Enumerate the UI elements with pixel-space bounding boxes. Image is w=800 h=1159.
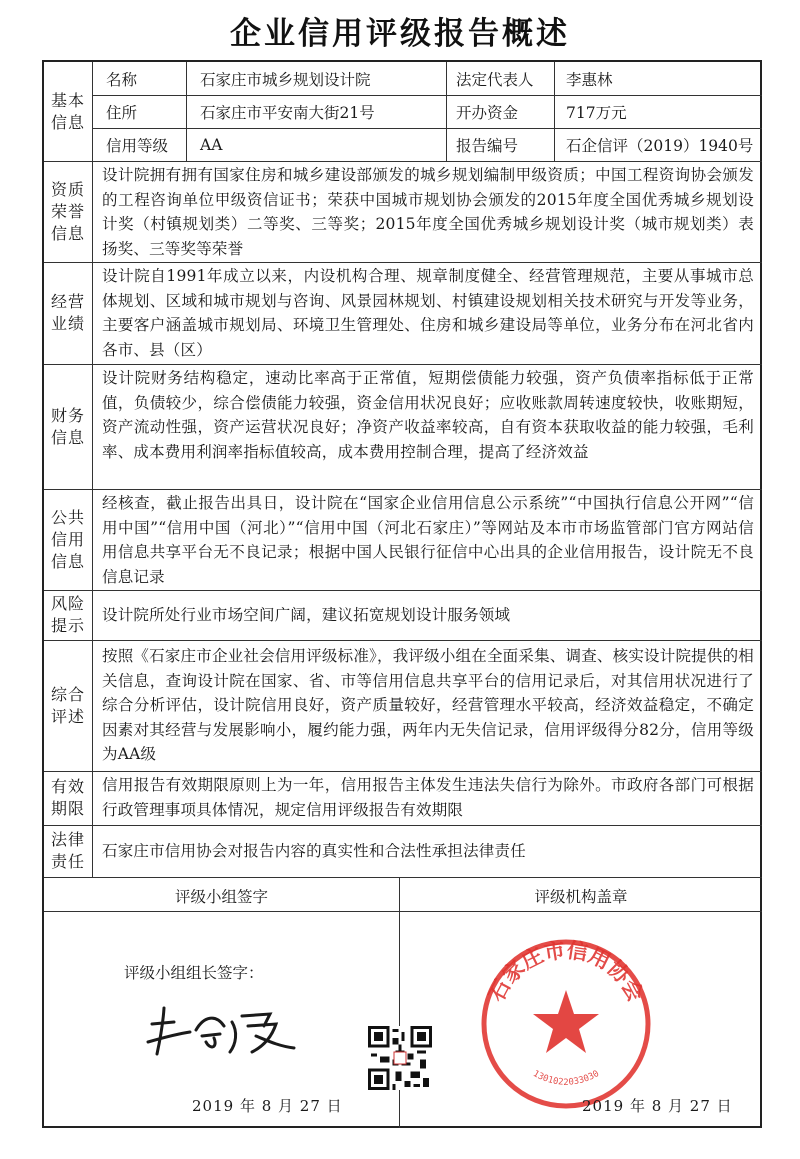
basic-info-label: 基本 信息 [50,90,85,132]
finance-label: 财务 信息 [50,405,85,447]
qualification-text: 设计院拥有拥有国家住房和城乡建设部颁发的城乡规划编制甲级资质；中国工程资询协会颁发的工程咨询单位甲级资信证书；荣获中国城市规划协会颁发的2015年度全国优秀城乡规划设计奖（村镇规划类）二等奖、三等奖；2015年度全国优秀城乡规划设计奖（城市规划类）表扬奖、三等奖等荣誉 [102,166,754,258]
credit-grade-value: AA [200,135,223,154]
qualification-label: 资质 荣誉 信息 [50,179,85,243]
report-number-value: 石企信评（2019）1940号 [566,136,754,155]
capital-value: 717万元 [566,103,627,122]
svg-text:石家庄市信用协会: 石家庄市信用协会 [483,937,649,1006]
group-sign-date: 2019 年 8 月 27 日 [192,1097,343,1115]
public-credit-label: 公共 信用 信息 [50,507,85,571]
legal-rep-value: 李惠林 [566,70,613,89]
risk-text: 设计院所处行业市场空间广阔，建议拓宽规划设计服务领域 [102,606,511,624]
legal-text: 石家庄市信用协会对报告内容的真实性和合法性承担法律责任 [102,842,526,860]
address-value: 石家庄市平安南大街21号 [200,103,375,122]
svg-text:1301022033030: 1301022033030 [530,1068,602,1088]
risk-label: 风险 提示 [50,594,85,635]
legal-rep-label: 法定代表人 [456,70,534,89]
org-stamp-date: 2019 年 8 月 27 日 [582,1097,733,1115]
business-text: 设计院自1991年成立以来，内设机构合理、规章制度健全、经营管理规范，主要从事城市总体规划、区域和城市规划与咨询、风景园林规划、村镇建设规划相关技术研究与开发等业务，主要客户涵盖城市规划局、环境卫生管理处、住房和城乡建设局等单位，业务分布在河北省内各市、县（区） [102,267,754,359]
qr-code-icon [368,1026,432,1090]
page-title: 企业信用评级报告概述 [230,16,570,52]
name-label: 名称 [106,70,138,89]
capital-label: 开办资金 [456,103,519,122]
report-table [42,60,762,1128]
summary-text: 按照《石家庄市企业社会信用评级标准》，我评级小组在全面采集、调查、核实设计院提供的相关信息，查询设计院在国家、省、市等信用信息共享平台的信用记录后，对其信用状况进行了综合分析评估，设计院信用良好，资产质量较好，经营管理水平较高，经济效益稳定，不确定因素对其经营与发展影响小，履约能力强，两年内无失信记录，信用评级得分82分，信用等级为AA级 [102,647,754,763]
org-stamp-header: 评级机构盖章 [534,888,628,906]
legal-label: 法律 责任 [50,830,85,871]
validity-label: 有效 期限 [50,777,85,818]
credit-grade-label: 信用等级 [106,136,169,155]
name-value: 石家庄市城乡规划设计院 [200,70,371,89]
handwritten-signature [144,1002,304,1060]
report-number-label: 报告编号 [456,136,519,155]
address-label: 住所 [106,103,138,122]
business-label: 经营 业绩 [50,292,85,333]
official-stamp-icon [476,934,656,1114]
public-credit-text: 经核查，截止报告出具日，设计院在“国家企业信用信息公示系统”“中国执行信息公开网”“信用中国”“信用中国（河北）”“信用中国（河北石家庄）”等网站及本市市场监管部门官方网站信用信息共享平台无不良记录；根据中国人民银行征信中心出具的企业信用报告，设计院无不良信息记录 [102,494,754,586]
summary-label: 综合 评述 [50,684,85,726]
validity-text: 信用报告有效期限原则上为一年，信用报告主体发生违法失信行为除外。市政府各部门可根据行政管理事项具体情况，规定信用评级报告有效期限 [102,776,754,819]
leader-signature-label: 评级小组组长签字： [124,964,264,982]
group-signature-header: 评级小组签字 [174,888,268,906]
finance-text: 设计院财务结构稳定，速动比率高于正常值，短期偿债能力较强，资产负债率指标低于正常值，负债较少，综合偿债能力较强，资金信用状况良好；应收账款周转速度较快，收账期短，资产流动性强，资产运营状况良好；净资产收益率较高，自有资本获取收益的能力较强，毛利率、成本费用利润率指标值较高，成本费用控制合理，提高了经济效益 [102,369,754,461]
